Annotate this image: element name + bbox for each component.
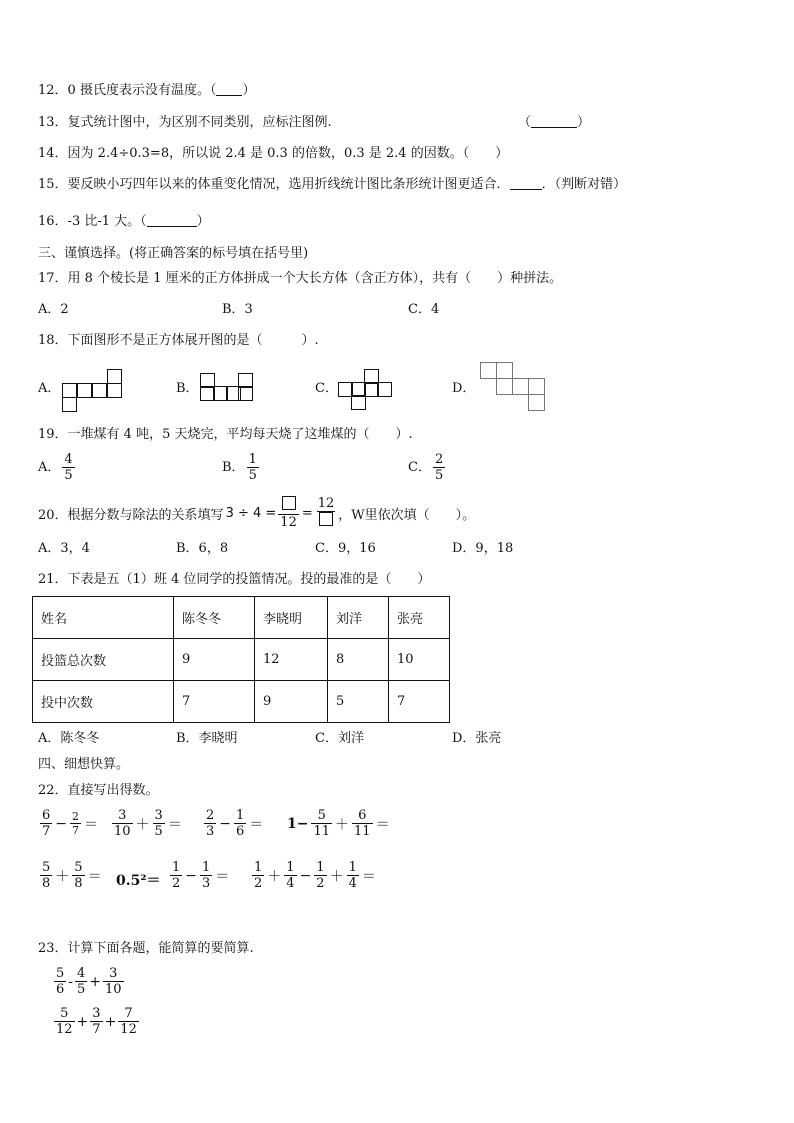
net-square <box>62 383 77 398</box>
q22-expression-4 <box>286 808 391 839</box>
q22-expression-5 <box>38 860 103 891</box>
q14-text: 因为 2.4÷0.3=8，所以说 2.4 是 0.3 的倍数，0.3 是 2.4 的因数。（ ） <box>67 146 509 161</box>
equals-sign: ＝ <box>87 868 102 885</box>
fraction: $\frac{7}{12}$ <box>120 1006 137 1037</box>
fraction: $\frac{2}{7}$ <box>72 810 80 837</box>
equals-sign: ＝ <box>375 816 390 833</box>
q22-expression-1 <box>38 808 99 839</box>
fraction: $\frac{1}{3}$ <box>202 860 211 891</box>
operator: − <box>219 815 232 832</box>
question-12 <box>38 82 255 100</box>
operator: ＋ <box>335 816 350 833</box>
denominator: 5 <box>248 468 257 483</box>
table-cell: 姓名 <box>33 597 174 639</box>
fraction: $\frac{5}{8}$ <box>42 860 51 891</box>
question-20 <box>38 495 475 531</box>
question-17 <box>38 270 562 288</box>
q22-expression-8 <box>250 860 377 891</box>
q15-answer-blank[interactable] <box>510 177 542 190</box>
q13-answer <box>518 114 590 132</box>
q22-expression-6 <box>116 870 161 890</box>
net-square <box>496 362 513 379</box>
q22-number: 22． <box>38 783 68 798</box>
section-4-heading: 四、细想快算。 <box>38 757 130 772</box>
q13-answer-blank[interactable] <box>531 115 577 128</box>
q19-option-b[interactable] <box>222 452 261 483</box>
fraction <box>247 452 259 483</box>
fraction: $\frac{1}{4}$ <box>286 860 295 891</box>
net-square <box>528 378 545 395</box>
fraction: $\frac{2}{3}$ <box>206 808 215 839</box>
question-14 <box>38 145 508 163</box>
q21-option-a[interactable]: A．陈冬冬 <box>38 731 100 746</box>
net-square <box>496 378 513 395</box>
fraction: $\frac{5}{6}$ <box>56 966 65 997</box>
lead-term: 1− <box>287 815 309 832</box>
expression-text: 0.5²＝ <box>116 873 161 889</box>
net-square <box>107 383 122 398</box>
q21-option-d[interactable]: D．张亮 <box>452 731 502 746</box>
q17-number: 17． <box>38 271 68 286</box>
table-cell: 12 <box>255 639 328 681</box>
q22-expression-7 <box>168 860 230 891</box>
fraction <box>62 452 74 483</box>
net-square <box>528 394 545 411</box>
fraction: $\frac{1}{2}$ <box>172 860 181 891</box>
q17-option-c[interactable]: C．4 <box>408 302 440 317</box>
numerator: 12 <box>317 496 335 511</box>
operator: − <box>55 815 68 832</box>
equals-sign: = <box>301 505 313 521</box>
q22-expression-2 <box>110 808 183 839</box>
equals-sign: ＝ <box>167 816 182 833</box>
question-19 <box>38 426 413 444</box>
denominator: 12 <box>280 515 297 530</box>
q20-option-d[interactable]: D．9，18 <box>452 541 514 556</box>
q22-expression-3 <box>202 808 264 839</box>
table-cell: 8 <box>328 639 389 681</box>
q15-number: 15． <box>38 177 68 192</box>
q20-option-a[interactable]: A．3，4 <box>38 541 90 556</box>
shooting-table <box>32 596 450 723</box>
table-cell: 7 <box>174 681 255 723</box>
table-cell: 刘洋 <box>328 597 389 639</box>
q21-number: 21． <box>38 572 68 587</box>
q20-fraction-2 <box>316 496 337 530</box>
question-15 <box>38 176 626 194</box>
table-row <box>33 681 450 723</box>
q21-text: 下表是五（1）班 4 位同学的投篮情况。投的最准的是（ ） <box>67 572 431 587</box>
q12-text: 0 摄氏度表示没有温度。（ <box>67 83 217 98</box>
q20-expression: 3 ÷ 4 = <box>225 505 277 521</box>
q13-close: ） <box>577 115 591 130</box>
fraction: $\frac{3}{10}$ <box>114 808 131 839</box>
q23-expression-1 <box>52 966 126 997</box>
fraction: $\frac{5}{8}$ <box>74 860 83 891</box>
q12-number: 12． <box>38 83 68 98</box>
q16-answer-blank[interactable] <box>147 214 197 227</box>
fraction: $\frac{3}{7}$ <box>92 1006 101 1037</box>
q21-option-b[interactable]: B．李晓明 <box>176 731 238 746</box>
q21-option-c[interactable]: C．刘洋 <box>315 731 364 746</box>
fraction: $\frac{1}{6}$ <box>236 808 245 839</box>
q20-number: 20． <box>38 507 68 523</box>
q20-option-b[interactable]: B．6，8 <box>176 541 229 556</box>
net-square <box>92 383 107 398</box>
net-square <box>351 395 366 410</box>
operator: + <box>89 973 102 990</box>
operator: ＋ <box>267 868 282 885</box>
q15-suffix: ．（判断对错） <box>541 177 627 192</box>
question-23 <box>38 940 254 958</box>
answer-box[interactable] <box>280 496 298 514</box>
operator: + <box>76 1013 89 1030</box>
answer-box[interactable] <box>317 511 335 530</box>
operator: ＋ <box>135 816 150 833</box>
net-square <box>77 383 92 398</box>
table-cell: 陈冬冬 <box>174 597 255 639</box>
q18-option-d-label[interactable]: D． <box>452 381 476 396</box>
q19-option-a-label: A． <box>38 460 61 475</box>
denominator: 5 <box>64 468 73 483</box>
q17-text: 用 8 个棱长是 1 厘米的正方体拼成一个大长方体（含正方体），共有（ ）种拼法。 <box>67 271 563 286</box>
q16-text: -3 比-1 大。（ <box>67 214 147 229</box>
q18-number: 18． <box>38 333 68 348</box>
net-square <box>512 378 529 395</box>
q19-option-a[interactable] <box>38 452 77 483</box>
q23-number: 23． <box>38 941 68 956</box>
question-21 <box>38 571 430 589</box>
table-cell: 9 <box>174 639 255 681</box>
net-square <box>107 369 122 384</box>
fraction <box>433 452 445 483</box>
question-13 <box>38 114 332 132</box>
q17-option-a[interactable]: A．2 <box>38 302 69 317</box>
question-16 <box>38 213 210 231</box>
operator: - <box>68 973 74 990</box>
equals-sign: ＝ <box>215 868 230 885</box>
q19-text: 一堆煤有 4 吨，5 天烧完，平均每天烧了这堆煤的（ ）. <box>67 427 413 442</box>
q14-number: 14． <box>38 146 68 161</box>
q15-text: 要反映小巧四年以来的体重变化情况，选用折线统计图比条形统计图更适合． <box>67 177 510 192</box>
q18-option-a-label[interactable]: A． <box>38 381 61 396</box>
q18-text: 下面图形不是正方体展开图的是（ ）. <box>67 333 319 348</box>
operator: − <box>185 867 198 884</box>
q22-text: 直接写出得数。 <box>67 783 159 798</box>
q19-number: 19． <box>38 427 68 442</box>
denominator: 5 <box>434 468 444 483</box>
q19-option-c[interactable] <box>408 452 447 483</box>
q13-text: 复式统计图中，为区别不同类别，应标注图例. <box>67 115 332 130</box>
fraction: $\frac{3}{10}$ <box>105 966 122 997</box>
equals-sign: ＝ <box>361 868 376 885</box>
fraction: $\frac{5}{12}$ <box>56 1006 73 1037</box>
numerator: 2 <box>434 452 444 467</box>
q16-number: 16． <box>38 214 68 229</box>
table-cell: 李晓明 <box>255 597 328 639</box>
fraction: $\frac{6}{11}$ <box>354 808 371 839</box>
net-square <box>238 386 253 401</box>
table-row <box>33 597 450 639</box>
q18-option-c-label[interactable]: C． <box>315 381 338 396</box>
q17-option-b[interactable]: B．3 <box>222 302 253 317</box>
q12-answer-blank[interactable] <box>216 83 242 96</box>
table-cell: 张亮 <box>389 597 450 639</box>
fraction: $\frac{4}{5}$ <box>77 966 86 997</box>
q20-fraction-1 <box>278 496 299 530</box>
table-cell: 10 <box>389 639 450 681</box>
q23-text: 计算下面各题，能简算的要简算. <box>67 941 254 956</box>
q12-close: ） <box>242 83 256 98</box>
fraction: $\frac{6}{7}$ <box>42 808 51 839</box>
table-row <box>33 639 450 681</box>
net-square <box>480 362 497 379</box>
equals-sign: ＝ <box>84 816 99 833</box>
q18-option-b-label[interactable]: B． <box>176 381 199 396</box>
question-22 <box>38 782 159 800</box>
q16-close: ） <box>196 214 210 229</box>
q13-open: （ <box>518 115 532 130</box>
q19-option-b-label: B． <box>222 460 245 475</box>
section-3-heading: 三、谨慎选择。(将正确答案的标号填在括号里) <box>38 246 309 261</box>
numerator: 1 <box>248 452 257 467</box>
table-cell: 5 <box>328 681 389 723</box>
q19-option-c-label: C． <box>408 460 431 475</box>
net-square <box>377 382 392 397</box>
fraction: $\frac{5}{11}$ <box>313 808 331 839</box>
operator: − <box>299 867 312 884</box>
fraction: $\frac{3}{5}$ <box>154 808 163 839</box>
table-cell: 投篮总次数 <box>33 639 174 681</box>
equals-sign: ＝ <box>249 816 264 833</box>
operator: + <box>104 1013 117 1030</box>
fraction: $\frac{1}{2}$ <box>254 860 263 891</box>
q13-number: 13． <box>38 115 68 130</box>
table-cell: 9 <box>255 681 328 723</box>
q23-expression-2 <box>52 1006 141 1037</box>
question-18 <box>38 332 319 350</box>
fraction: $\frac{1}{4}$ <box>348 860 357 891</box>
q20-text-pre: 根据分数与除法的关系填写 <box>67 507 224 523</box>
table-cell: 投中次数 <box>33 681 174 723</box>
q20-option-c[interactable]: C．9，16 <box>315 541 376 556</box>
net-square <box>62 397 77 412</box>
table-cell: 7 <box>389 681 450 723</box>
operator: ＋ <box>55 868 70 885</box>
fraction: $\frac{1}{2}$ <box>316 860 325 891</box>
operator: ＋ <box>329 868 344 885</box>
numerator: 4 <box>64 452 73 467</box>
q20-text-post: ，W里依次填（ ）。 <box>338 507 476 523</box>
